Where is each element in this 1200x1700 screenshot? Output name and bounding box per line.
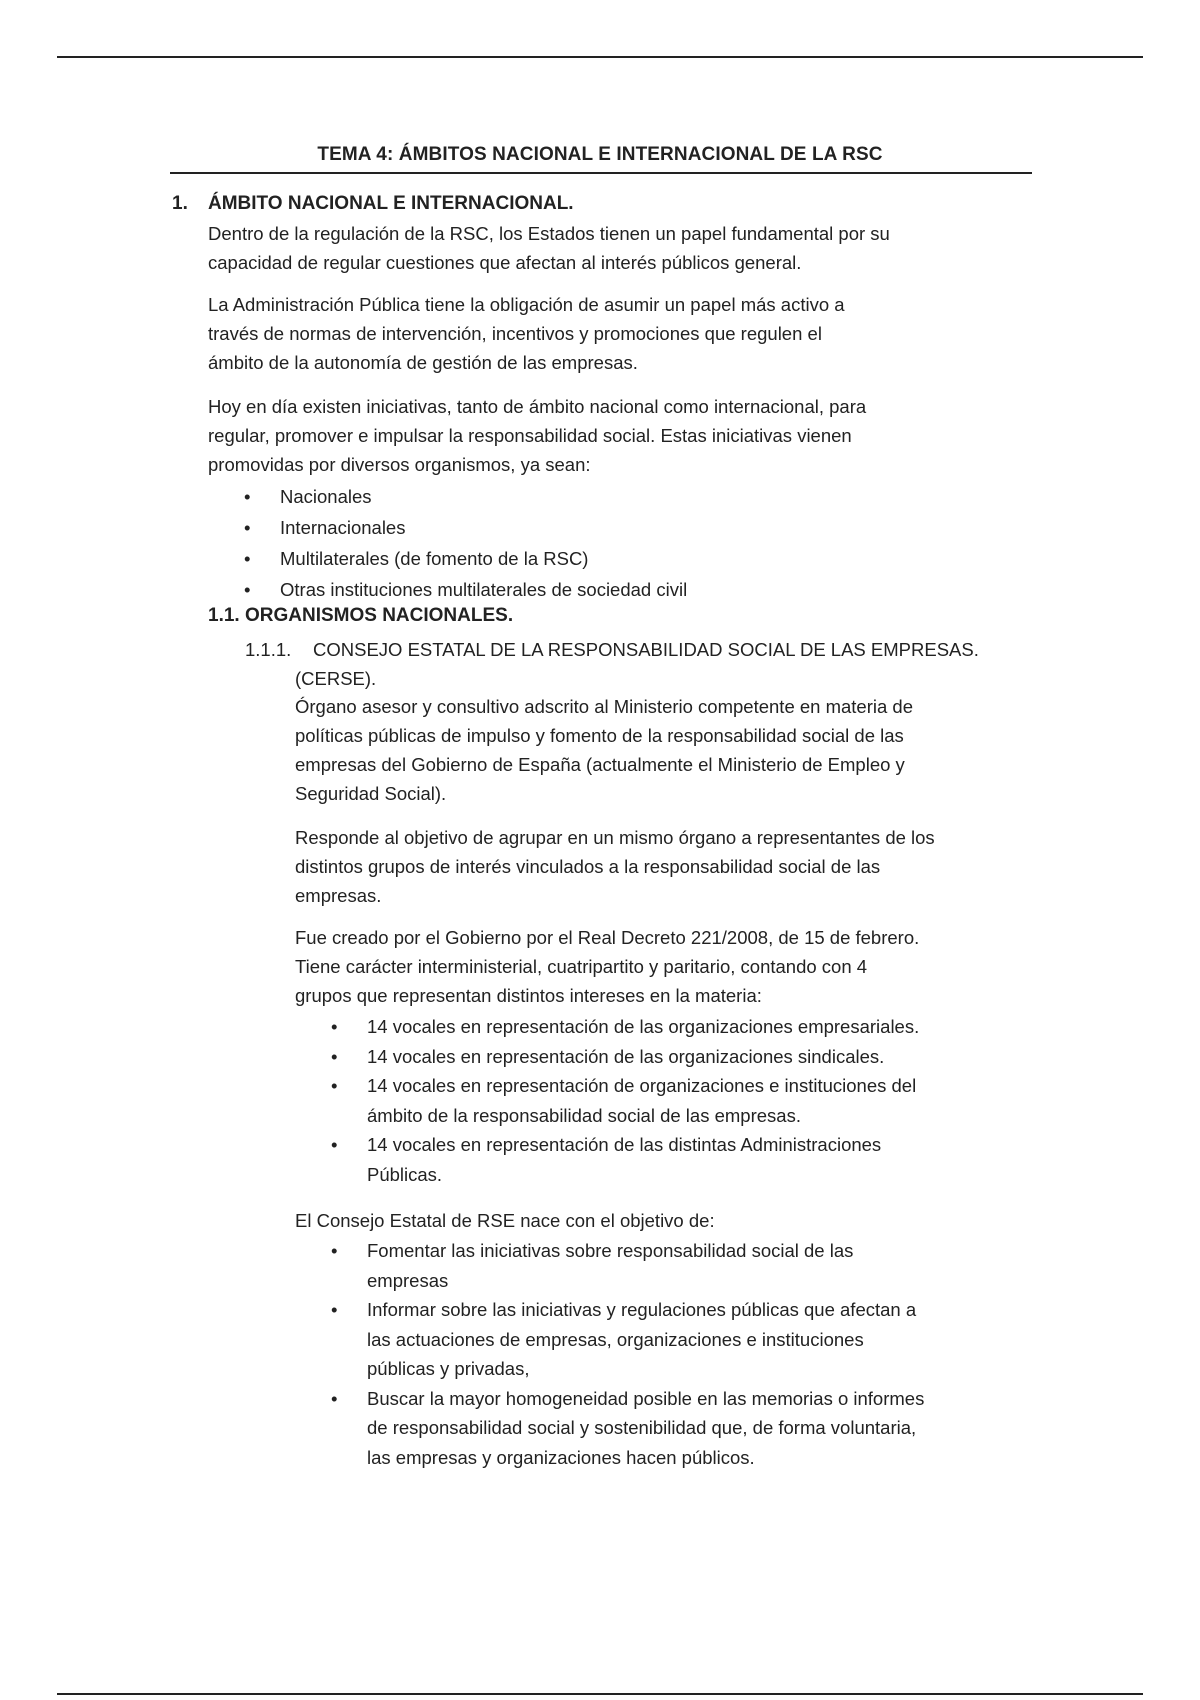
bullet-icon: • — [331, 1299, 338, 1320]
text-line: Órgano asesor y consultivo adscrito al Ministerio competente en materia de — [295, 696, 913, 717]
section-1-1-heading: 1.1. ORGANISMOS NACIONALES. — [208, 605, 514, 626]
text-line: ámbito de la autonomía de gestión de las empresas. — [208, 352, 638, 373]
list-item-text: Públicas. — [367, 1163, 443, 1185]
text-line: empresas. — [295, 885, 382, 906]
list-item-text: Nacionales — [280, 486, 372, 507]
bullet-icon: • — [331, 1387, 338, 1409]
cerse-paragraph-4 — [295, 1206, 1065, 1235]
text-line: empresas del Gobierno de España (actualmente el Ministerio de Empleo y — [295, 754, 905, 775]
text-line: Dentro de la regulación de la RSC, los Estados tienen un papel fundamental por su — [208, 223, 890, 244]
document-title: TEMA 4: ÁMBITOS NACIONAL E INTERNACIONAL DE LA RSC — [317, 144, 883, 165]
text-line: (CERSE). — [295, 668, 377, 689]
list-item-text: Informar sobre las iniciativas y regulaciones públicas que afectan a — [367, 1299, 917, 1320]
cerse-paragraph-1 — [295, 692, 1065, 808]
list-item-text: Otras instituciones multilaterales de sociedad civil — [280, 579, 688, 600]
list-item-text: Internacionales — [280, 517, 406, 538]
list-item — [244, 481, 1040, 512]
text-line: políticas públicas de impulso y fomento de la responsabilidad social de las — [295, 725, 904, 746]
bullet-icon: • — [331, 1075, 338, 1096]
section-1-paragraph-2 — [208, 290, 1028, 377]
section-1-1-1-number: 1.1.1. — [245, 639, 292, 660]
list-item-text: Multilaterales (de fomento de la RSC) — [280, 548, 589, 569]
list-item-text: empresas — [367, 1269, 449, 1291]
title-underline — [170, 172, 1032, 174]
list-item — [331, 1012, 1067, 1042]
text-line: través de normas de intervención, incentivos y promociones que regulen el — [208, 323, 822, 344]
list-item — [244, 512, 1040, 543]
section-1-title: ÁMBITO NACIONAL E INTERNACIONAL. — [208, 193, 574, 214]
list-item — [331, 1236, 1067, 1295]
bullet-icon: • — [331, 1240, 338, 1261]
section-1-heading — [172, 193, 574, 215]
list-item-text: Fomentar las iniciativas sobre responsabilidad social de las — [367, 1240, 854, 1261]
list-item — [331, 1384, 1067, 1473]
cerse-paragraph-3 — [295, 923, 1065, 1010]
list-item — [244, 574, 1040, 605]
section-1-number: 1. — [172, 193, 188, 214]
text-line: regular, promover e impulsar la responsabilidad social. Estas iniciativas vienen — [208, 425, 852, 446]
list-item-text: 14 vocales en representación de las organizaciones empresariales. — [367, 1016, 920, 1037]
list-item — [244, 543, 1040, 574]
list-item-text: ámbito de la responsabilidad social de las empresas. — [367, 1104, 801, 1126]
section-1-1-1-title: CONSEJO ESTATAL DE LA RESPONSABILIDAD SOCIAL DE LAS EMPRESAS. — [313, 639, 979, 660]
cerse-vocales-list — [331, 1012, 1067, 1189]
page-bottom-rule — [57, 1693, 1143, 1695]
bullet-icon: • — [331, 1016, 338, 1037]
text-line: distintos grupos de interés vinculados a la responsabilidad social de las — [295, 856, 881, 877]
text-line: grupos que representan distintos intereses en la materia: — [295, 985, 762, 1006]
text-line: Hoy en día existen iniciativas, tanto de ámbito nacional como internacional, para — [208, 396, 867, 417]
list-item-text: 14 vocales en representación de las distintas Administraciones — [367, 1134, 882, 1155]
bullet-icon: • — [244, 517, 251, 538]
text-line: Responde al objetivo de agrupar en un mismo órgano a representantes de los — [295, 827, 935, 848]
list-item — [331, 1130, 1067, 1189]
list-item-text: 14 vocales en representación de organizaciones e instituciones del — [367, 1075, 917, 1096]
text-line: capacidad de regular cuestiones que afectan al interés públicos general. — [208, 252, 802, 273]
section-1-1-1-heading — [245, 635, 1035, 664]
cerse-paragraph-2 — [295, 823, 1065, 910]
text-line: El Consejo Estatal de RSE nace con el objetivo de: — [295, 1210, 715, 1231]
bullet-icon: • — [331, 1045, 338, 1067]
section-1-paragraph-3 — [208, 392, 1028, 479]
text-line: promovidas por diversos organismos, ya sean: — [208, 454, 591, 475]
list-item — [331, 1042, 1067, 1072]
list-item-text: 14 vocales en representación de las organizaciones sindicales. — [367, 1045, 885, 1067]
text-line: Seguridad Social). — [295, 783, 447, 804]
section-1-paragraph-1 — [208, 219, 1028, 277]
section-1-1-1-heading-continuation — [295, 664, 1055, 693]
list-item-text: las actuaciones de empresas, organizaciones e instituciones — [367, 1328, 864, 1350]
list-item — [331, 1071, 1067, 1130]
list-item-text: de responsabilidad social y sostenibilidad que, de forma voluntaria, — [367, 1417, 917, 1438]
text-line: Tiene carácter interministerial, cuatripartito y paritario, contando con 4 — [295, 956, 868, 977]
text-line: La Administración Pública tiene la obligación de asumir un papel más activo a — [208, 294, 845, 315]
bullet-icon: • — [331, 1134, 338, 1155]
text-line: Fue creado por el Gobierno por el Real Decreto 221/2008, de 15 de febrero. — [295, 927, 920, 948]
list-item-text: públicas y privadas, — [367, 1358, 530, 1379]
list-item-text: las empresas y organizaciones hacen públicos. — [367, 1446, 755, 1468]
list-item — [331, 1295, 1067, 1384]
list-item-text: Buscar la mayor homogeneidad posible en las memorias o informes — [367, 1387, 925, 1409]
page-top-rule — [57, 56, 1143, 58]
bullet-icon: • — [244, 486, 251, 507]
bullet-icon: • — [244, 548, 251, 569]
cerse-objectives-list — [331, 1236, 1067, 1472]
bullet-icon: • — [244, 579, 251, 600]
section-1-bullet-list — [244, 481, 1040, 605]
